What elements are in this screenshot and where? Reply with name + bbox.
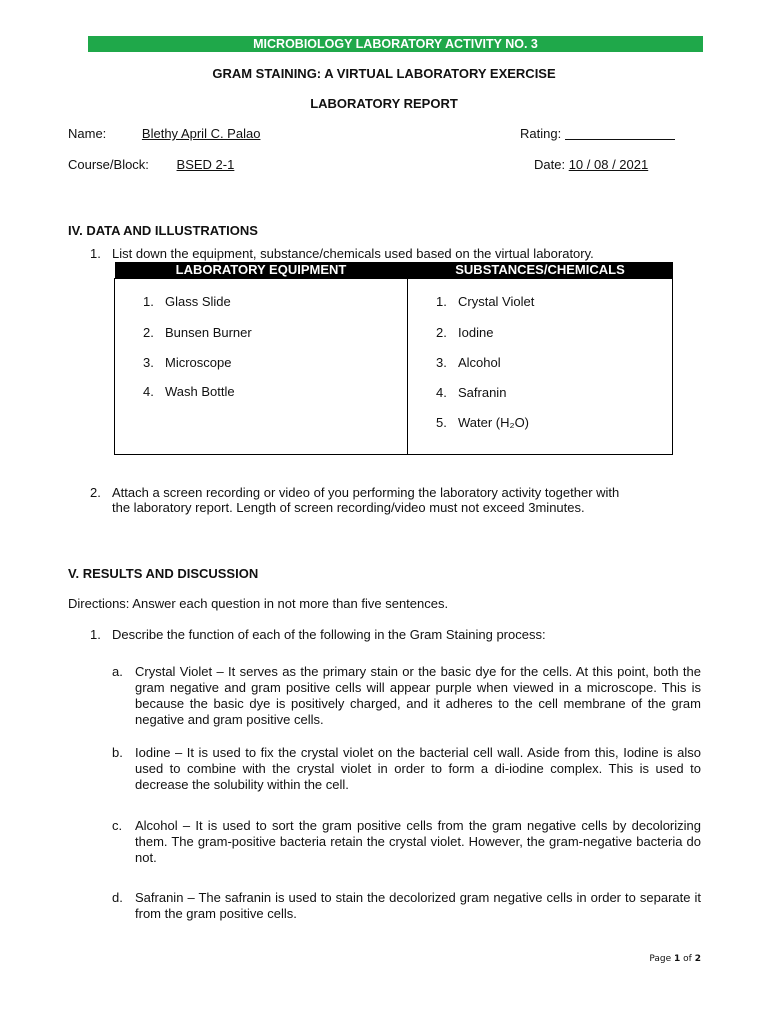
section-iv-heading: IV. DATA AND ILLUSTRATIONS [68,223,258,238]
item2-line1: Attach a screen recording or video of you performing the laboratory activity together with [112,485,620,500]
date-label: Date: [534,157,566,172]
name-row [68,126,284,141]
answer-c-letter: c. [112,818,123,833]
list-item: 1. Crystal Violet [436,294,535,309]
name-value: Blethy April C. Palao [141,126,261,141]
rating-row [520,126,675,141]
q1-number: 1. [90,627,101,642]
list-item: 4. Safranin [436,385,507,400]
chemicals-header: SUBSTANCES/CHEMICALS [408,262,673,279]
item1-number: 1. [90,246,101,261]
equipment-cell [115,279,408,455]
rating-label: Rating: [520,126,562,141]
answer-c-text: Alcohol – It is used to sort the gram positive cells from the gram negative cells by decolorizing them. The gram-positive bacteria retain the crystal violet. However, the gram-negative bacteria do not. [135,818,701,865]
name-label: Name: [68,126,107,141]
q1-text: Describe the function of each of the following in the Gram Staining process: [112,627,546,642]
course-value: BSED 2-1 [176,157,235,172]
answer-d-letter: d. [112,890,123,905]
rating-blank [565,126,675,140]
date-row [534,157,648,172]
equipment-table [114,262,673,455]
list-item: 3. Microscope [143,355,232,370]
date-value: 10 / 08 / 2021 [568,157,649,172]
section-v-heading: V. RESULTS AND DISCUSSION [68,566,259,581]
report-subtitle: LABORATORY REPORT [310,96,458,111]
course-label: Course/Block: [68,157,149,172]
activity-banner: MICROBIOLOGY LABORATORY ACTIVITY NO. 3 [88,36,703,52]
list-item: 4. Wash Bottle [143,384,235,399]
item1-text: List down the equipment, substance/chemicals used based on the virtual laboratory. [112,246,594,261]
list-item: 1. Glass Slide [143,294,231,309]
answer-a-text: Crystal Violet – It serves as the primary stain or the basic dye for the cells. At this point, both the gram negative and gram positive cells will appear purple when viewed in a microscope. This is because the basic dye is positively charged, and it adheres to the cell membrane of the gram negative and gram positive cells. [135,664,701,727]
list-item: 2. Bunsen Burner [143,325,252,340]
item2-line2: the laboratory report. Length of screen recording/video must not exceed 3minutes. [112,500,585,515]
list-item: 5. Water (H₂O) [436,415,530,430]
answer-a-letter: a. [112,664,123,679]
equipment-header: LABORATORY EQUIPMENT [115,262,408,279]
answer-b-text: Iodine – It is used to fix the crystal violet on the bacterial cell wall. Aside from this, Iodine is also used to combine with the crystal violet in order to form a di-iodine complex. This is used to decrease the solubility within the cell. [135,745,701,792]
directions-text: Directions: Answer each question in not more than five sentences. [68,596,449,611]
report-title: GRAM STAINING: A VIRTUAL LABORATORY EXERCISE [212,66,556,81]
chemicals-cell [408,279,673,455]
course-row [68,157,258,172]
list-item: 3. Alcohol [436,355,501,370]
answer-d-text: Safranin – The safranin is used to stain the decolorized gram negative cells in order to separate it from the gram positive cells. [135,890,701,921]
page-number: Page 1 of 2 [649,954,701,964]
item2-number: 2. [90,485,101,500]
answer-b-letter: b. [112,745,123,760]
list-item: 2. Iodine [436,325,494,340]
